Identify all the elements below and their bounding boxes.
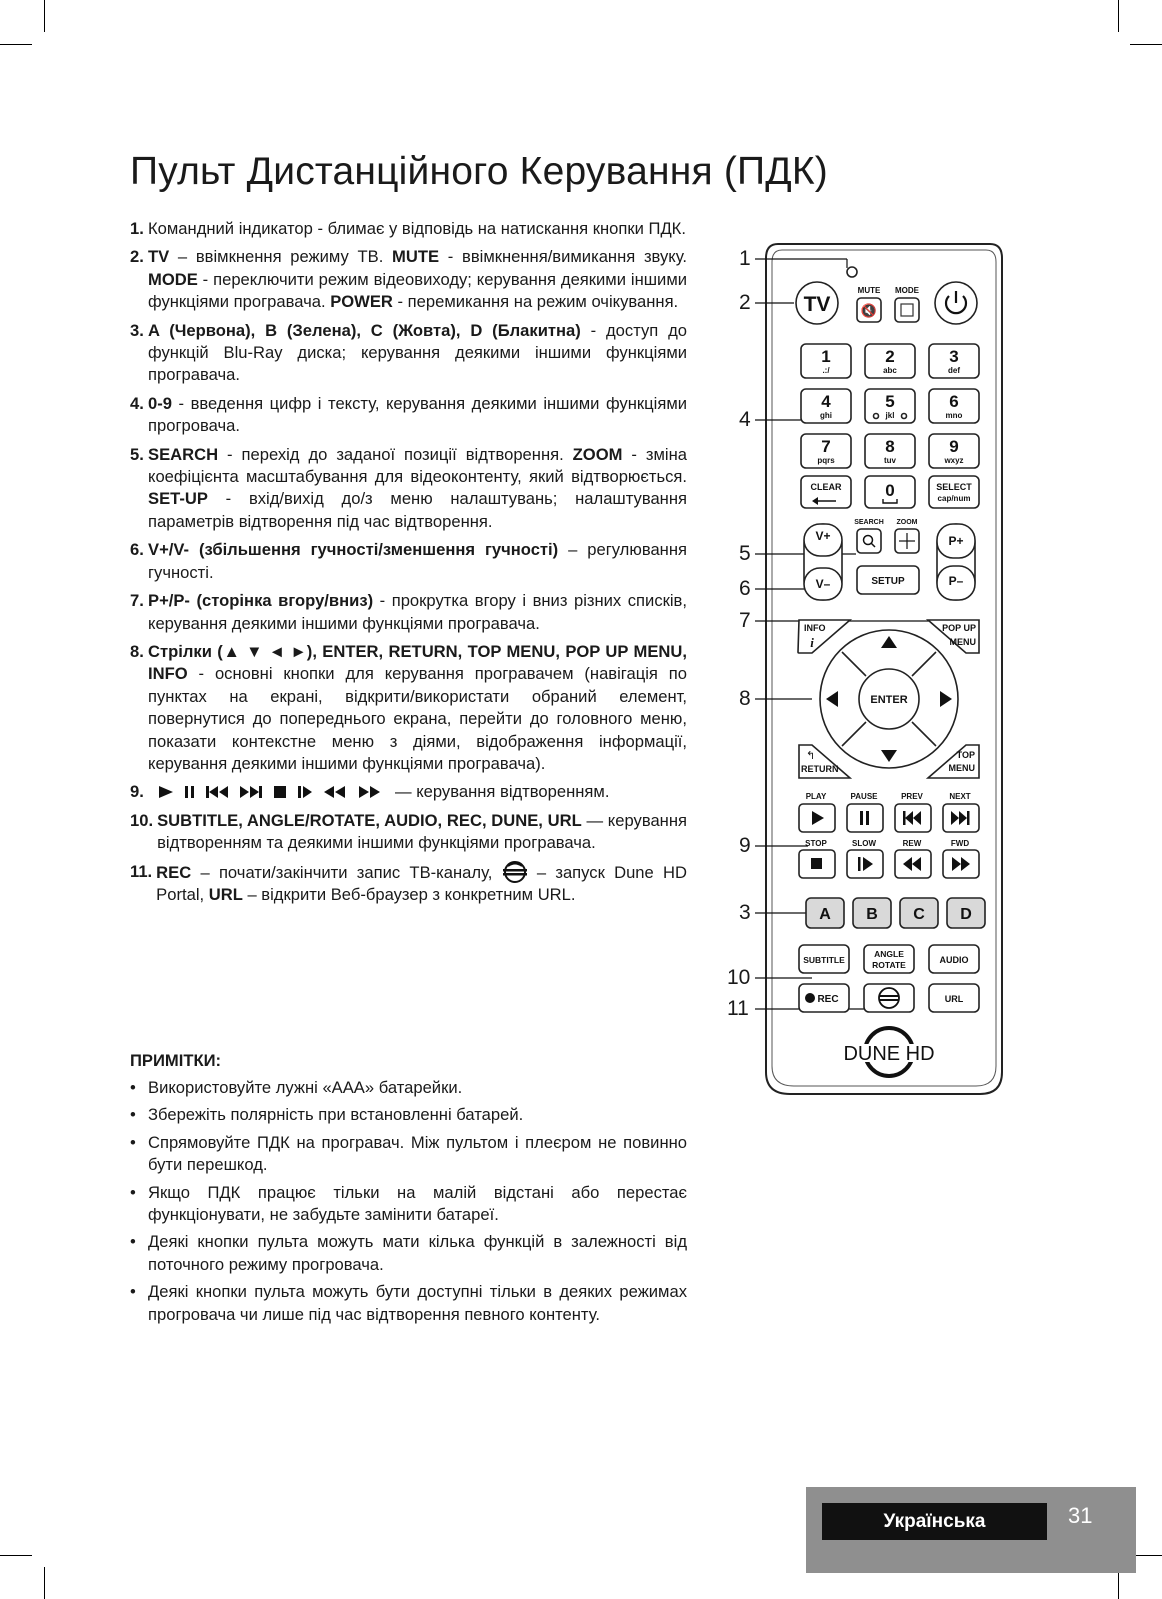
callout-11: 11 [727,997,749,1020]
feature-item [130,861,687,907]
svg-text:7: 7 [821,437,831,456]
svg-text:A: A [819,906,831,923]
svg-text:TOP: TOP [956,750,975,760]
remote-control-illustration [720,236,1020,1096]
callout-9: 9 [739,834,751,857]
svg-text:CLEAR: CLEAR [810,482,842,492]
mode-button [895,298,919,322]
callout-1: 1 [739,247,751,270]
note-text: Якщо ПДК працює тільки на малій відстані або перестає функціонувати, не забудьте замінити батареї. [148,1182,687,1225]
pause-button [847,804,883,832]
feature-item [130,246,687,313]
svg-text:FWD: FWD [950,839,970,848]
svg-text:2: 2 [885,347,895,366]
feature-item [130,320,687,387]
svg-text:4: 4 [821,392,831,411]
svg-text:PREV: PREV [901,792,923,801]
callout-10: 10 [727,966,751,989]
svg-text:9: 9 [949,437,959,456]
svg-text:POP UP: POP UP [942,623,976,633]
svg-text:6: 6 [949,392,959,411]
svg-text:3: 3 [949,347,959,366]
feature-item-text: SUBTITLE, ANGLE/ROTATE, AUDIO, REC, DUNE, URL — керування відтворенням та деякими іншими функціями програвача. [157,810,687,853]
svg-text:MODE: MODE [895,286,919,295]
note-item [130,1104,687,1126]
note-item [130,1077,687,1099]
svg-text:SLOW: SLOW [852,839,876,848]
svg-text:D: D [960,906,972,923]
svg-text:URL: URL [944,994,964,1004]
feature-item-number: 4. [130,393,144,413]
feature-list [130,218,687,912]
feature-item-text: Стрілки (▲ ▼ ◄ ►), ENTER, RETURN, TOP MENU, POP UP MENU, INFO - основні кнопки для керування програвачем (навігація по пунктах на екрані, відкрити/використати обраний елемент, повернутися до попереднього екрана, перейти до головного меню, показати контекстне меню з діями, відображення інформації, керування деякими іншими функціями програвача). [148,641,687,773]
feature-item-number: 5. [130,444,144,464]
svg-text:cap/num: cap/num [937,494,971,503]
feature-item [130,781,687,803]
svg-text:ROTATE: ROTATE [872,960,906,970]
feature-item-text: Командний індикатор - блимає у відповідь на натискання кнопки ПДК. [148,219,686,238]
callout-8: 8 [739,687,751,710]
svg-text:P–: P– [948,574,964,588]
feature-item [130,590,687,635]
svg-text:PAUSE: PAUSE [850,792,878,801]
svg-text:↰: ↰ [806,750,816,762]
svg-text:B: B [866,906,878,923]
svg-text:NEXT: NEXT [949,792,971,801]
clear-button [801,476,851,508]
feature-item-text: P+/P- (сторінка вгору/вниз) - прокрутка вгору і вниз різних списків, керування деякими іншими функціями програвача. [148,591,687,633]
feature-item [130,393,687,438]
svg-text:0: 0 [885,481,895,500]
svg-text:P+: P+ [948,534,964,548]
svg-text:AUDIO: AUDIO [939,955,969,965]
svg-text:REC: REC [817,994,839,1005]
feature-item-number: 9. [130,782,144,802]
page-number: 31 [1068,1503,1093,1528]
crop-mark [44,0,45,32]
feature-item-number: 7. [130,591,144,611]
svg-text:SETUP: SETUP [871,576,905,587]
feature-item-number: 2. [130,247,144,267]
notes-title: ПРИМІТКИ: [130,1051,222,1070]
svg-text:V–: V– [815,577,831,591]
svg-text:1: 1 [821,347,831,366]
note-text: Збережіть полярність при встановленні батарей. [148,1105,524,1125]
callout-6: 6 [739,577,751,600]
tv-label: TV [803,293,831,316]
crop-mark [0,44,32,45]
feature-item [130,810,687,855]
callout-3: 3 [739,901,751,924]
svg-text:C: C [913,906,925,923]
svg-text:ZOOM: ZOOM [896,519,918,526]
crop-mark [1130,44,1162,45]
svg-text:MENU: MENU [948,763,975,773]
bullet: • [130,1105,136,1125]
feature-item-number: 8. [130,641,144,661]
svg-text:PLAY: PLAY [805,792,827,801]
svg-text:MUTE: MUTE [857,286,881,295]
language-label: Українська [822,1503,1047,1540]
feature-item-number: 3. [130,320,144,340]
svg-text:8: 8 [885,437,895,456]
svg-text:ENTER: ENTER [870,694,908,706]
brand-label: DUNE HD [843,1043,935,1065]
svg-text:i: i [810,635,814,650]
svg-text:.:/: .:/ [822,366,830,375]
feature-item-text: 0-9 - введення цифр і тексту, керування деякими іншими функціями прогровача. [148,393,687,436]
svg-text:STOP: STOP [805,839,827,848]
feature-item-number: 6. [130,540,144,560]
svg-text:SEARCH: SEARCH [854,519,884,526]
note-item [130,1231,687,1276]
callout-2: 2 [739,291,751,314]
note-text: Деякі кнопки пульта можуть мати кілька функцій в залежності від поточного режиму прогровача. [148,1232,687,1274]
svg-text:SUBTITLE: SUBTITLE [803,955,845,965]
feature-item-text: V+/V- (збільшення гучності/зменшення гучності) – регулювання гучності. [148,540,687,582]
svg-text:mno: mno [945,411,963,420]
feature-item [130,444,687,534]
feature-item [130,641,687,775]
svg-text:V+: V+ [815,529,831,543]
bullet: • [130,1282,136,1302]
command-indicator [847,267,857,277]
svg-text:wxyz: wxyz [944,456,964,465]
bullet: • [130,1132,136,1152]
callout-7: 7 [739,609,751,632]
svg-text:abc: abc [883,366,897,375]
feature-item-number: 10. [130,810,154,830]
svg-text:ANGLE: ANGLE [874,949,904,959]
svg-text:RETURN: RETURN [801,764,839,774]
note-text: Деякі кнопки пульта можуть бути доступні тільки в деяких режимах прогровача чи лише під час відтворення певного контенту. [148,1282,687,1324]
svg-text:tuv: tuv [884,456,896,465]
svg-text:SELECT: SELECT [936,482,972,492]
crop-mark [44,1567,45,1599]
feature-item [130,218,687,240]
feature-item-text: — керування відтворенням. [148,781,687,803]
bullet: • [130,1078,136,1097]
feature-item [130,539,687,584]
feature-item-text: REC – почати/закінчити запис ТВ-каналу, – запуск Dune HD Portal, URL – відкрити Веб-браузер з конкретним URL. [156,862,687,904]
feature-item-text: TV – ввімкнення режиму ТВ. MUTE - ввімкнення/вимикання звуку. MODE - переключити режим відеовиходу; керування деякими іншими функціями програвача. POWER - перемикання на режим очікування. [148,247,687,312]
svg-text:MENU: MENU [949,637,976,647]
select-button [929,476,979,508]
feature-item-number: 1. [130,219,144,238]
feature-item-number: 11. [130,861,153,881]
svg-text:pqrs: pqrs [817,456,835,465]
note-text: Спрямовуйте ПДК на програвач. Між пультом і плеєром не повинно бути перешкод. [148,1132,687,1175]
svg-text:🔇: 🔇 [860,303,878,318]
svg-text:INFO: INFO [804,623,826,633]
svg-text:REW: REW [902,839,922,848]
callout-5: 5 [739,542,751,565]
crop-mark [1118,0,1119,32]
search-button [857,529,881,553]
svg-text:jkl: jkl [885,411,895,420]
note-text: Використовуйте лужні «ААА» батарейки. [148,1078,463,1097]
svg-text:ghi: ghi [820,411,832,420]
callout-4: 4 [739,408,751,431]
crop-mark [0,1555,32,1556]
svg-text:5: 5 [885,392,895,411]
note-item [130,1132,687,1177]
note-item [130,1281,687,1326]
notes-list [130,1077,687,1331]
feature-item-text: A (Червона), B (Зелена), C (Жовта), D (Блакитна) - доступ до функцій Blu-Ray диска; керування деякими іншими функціями програвача. [148,320,688,385]
feature-item-text: SEARCH - перехід до заданої позиції відтворення. ZOOM - зміна коефіцієнта масштабування для відеоконтенту, який відтворюється. SET-UP - вхід/вихід до/з меню налаштувань; налаштування параметрів відтворення під час відтворення. [148,444,687,531]
note-item [130,1182,687,1227]
bullet: • [130,1182,136,1202]
page-title: Пульт Дистанційного Керування (ПДК) [130,150,828,193]
bullet: • [130,1232,136,1252]
svg-text:def: def [948,366,960,375]
